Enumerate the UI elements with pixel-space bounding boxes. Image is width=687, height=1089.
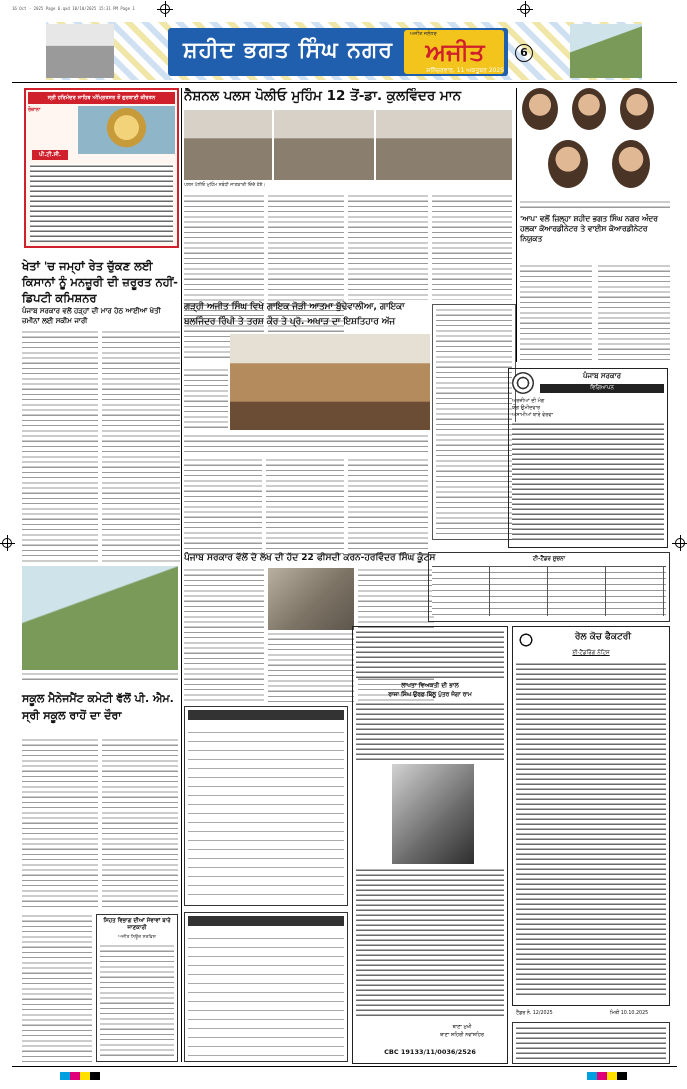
- form-ad-2-header: [188, 916, 344, 926]
- form-ad-2-table: [188, 930, 344, 1058]
- farmers-headline: ਖੇਤਾਂ 'ਚ ਜਮ੍ਹਾਂ ਰੇਤ ਚੁੱਕਣ ਲਈ ਕਿਸਾਨਾਂ ਨੂੰ ਮਨਜ਼ੂਰੀ ਦੀ ਜ਼ਰੂਰਤ ਨਹੀਂ-ਡਿਪਟੀ ਕਮਿਸ਼ਨਰ: [22, 259, 178, 305]
- polio-col-4: [432, 194, 512, 300]
- masthead-small-label: ਅਜੀਤ ਜਲੰਧਰ: [410, 31, 437, 37]
- polio-headline: ਨੈਸ਼ਨਲ ਪਲਸ ਪੋਲੀਓ ਮੁਹਿੰਮ 12 ਤੋਂ-ਡਾ. ਕੁਲਵਿੰਦਰ ਮਾਨ: [184, 88, 462, 104]
- kunts-col-1: [184, 568, 264, 702]
- missing-person-name: ਰਾਜਾ ਸਿੰਘ ਉਰਫ਼ ਬਿੱਲੂ ਪੁੱਤਰ ਜੋਗਾ ਰਾਮ: [388, 692, 472, 698]
- right-notice-footer-right: ਮਿਤੀ 10.10.2025: [610, 1011, 649, 1016]
- garhi-headline: ਗੜ੍ਹੀ ਅਜੀਤ ਸਿੰਘ ਵਿਖੇ ਗਾਇਕ ਜੋੜੀ ਆਤਮਾ ਬੁੱਢੇਵਾਲੀਆ, ਗਾਇਕਾ ਬਲਜਿੰਦਰ ਰਿੰਪੀ ਤੇ ਤਰਸ਼ ਕੌਰ ਤੇ ਪ੍ਰੋ. ਅਖਾੜ ਦਾ ਇਸ਼ਤਿਹਾਰ ਅੱਜ: [184, 302, 405, 327]
- govt-ad-body: [512, 422, 664, 542]
- form-ad-1-table: [188, 724, 344, 902]
- portrait-2: [572, 88, 606, 130]
- portrait-5: [612, 140, 650, 188]
- farmers-subhead: ਪੰਜਾਬ ਸਰਕਾਰ ਵਲੋਂ ਹੜ੍ਹਾਂ ਦੀ ਮਾਰ ਹੇਠ ਆਈਆਂ ਖੇਤੀ ਜ਼ਮੀਨਾਂ ਲਈ ਸਕੀਮ ਜਾਰੀ: [22, 307, 161, 325]
- missing-person-intro: [356, 630, 504, 678]
- sidebar-col: [22, 914, 92, 1062]
- govt-ad-lines: [512, 398, 664, 419]
- color-strip: [60, 1072, 100, 1080]
- farmers-col-1: [22, 330, 98, 562]
- govt-ad-line: ਅਰਜ਼ੀਆਂ ਦੀ ਮੰਗ: [512, 398, 545, 404]
- right-notice-subtitle: ਈ-ਟੈਂਡਰਿੰਗ ਨੋਟਿਸ: [572, 650, 610, 656]
- kunts-headline: ਪੰਜਾਬ ਸਰਕਾਰ ਵੱਲੋਂ ਦੋ ਲੱਖ ਦੀ ਹੱਦ 22 ਫੀਸਦੀ ਕਰਨ-ਹਰਵਿੰਦਰ ਸਿੰਘ ਕੂੰਟਸ: [184, 553, 436, 563]
- aap-col-2: [598, 264, 670, 360]
- right-notice-footer-left: ਟੈਂਡਰ ਨੰ. 12/2025: [516, 1011, 553, 1016]
- left-ad-header: ਸ੍ਰੀ ਹਰਿਮੰਦਰ ਸਾਹਿਬ ਅੰਮ੍ਰਿਤਸਰ ਤੋਂ ਗੁਰਬਾਣੀ ਕੀਰਤਨ: [28, 92, 175, 104]
- missing-person-station: ਥਾਣਾ ਸ਼ਹਿਰੀ ਨਵਾਂਸ਼ਹਿਰ: [440, 1032, 484, 1038]
- missing-person-sign: ਥਾਣਾ ਮੁਖੀ: [452, 1024, 472, 1030]
- garhi-col-3: [266, 458, 344, 554]
- missing-person-body: [356, 868, 504, 1018]
- polio-photo-2: [274, 110, 374, 180]
- missing-person-photo: [392, 764, 474, 864]
- school-photo: [22, 566, 178, 670]
- print-slug: 16 Oct - 2025 Page 6.qxd 10/10/2025 15:31 PM Page 1: [12, 6, 135, 11]
- masthead-statue-photo: [46, 24, 114, 78]
- govt-ad-emblem: [512, 372, 534, 394]
- govt-ad-title: ਵਿਗਿਆਪਨ: [540, 384, 664, 393]
- bottom-right-ad-text: [516, 1026, 666, 1060]
- missing-person-details: [356, 702, 504, 760]
- govt-ad-line: ਅਸਾਮੀਆਂ ਬਾਰੇ ਵੇਰਵਾ: [512, 412, 553, 418]
- sidebar-notice-label: ਅਜੀਤ ਨਿਊਜ਼ ਸਰਵਿਸ: [118, 935, 156, 940]
- left-ad-logo: ਪੀ.ਟੀ.ਸੀ.: [32, 150, 68, 160]
- school-caption: [22, 672, 178, 684]
- polio-caption: ਪਲਸ ਪੋਲੀਓ ਮੁਹਿੰਮ ਸਬੰਧੀ ਜਾਣਕਾਰੀ ਦਿੰਦੇ ਹੋਏ।: [184, 183, 266, 188]
- portrait-1: [522, 88, 558, 130]
- aap-caption: [520, 200, 670, 212]
- portrait-4: [548, 140, 588, 188]
- golden-temple-photo: [78, 106, 175, 154]
- sidebar-notice-body: [100, 944, 174, 1056]
- aap-col-1: [520, 264, 592, 360]
- left-ad-sub: ਰੋਜ਼ਾਨਾ: [28, 107, 41, 113]
- garhi-col-1: [184, 368, 228, 432]
- page-number: 6: [515, 44, 533, 62]
- tender-table: [432, 566, 666, 616]
- govt-ad-line: ਯੋਗ ਉਮੀਦਵਾਰ: [512, 405, 541, 411]
- left-ad-text: [30, 164, 173, 242]
- form-ad-1-header: [188, 710, 344, 720]
- tender-title: ਟੀ-ਟੈਂਡਰ ਸੂਚਨਾ: [532, 556, 566, 562]
- right-notice-body: [516, 662, 666, 996]
- column-rule: [516, 88, 517, 362]
- kunts-photo: [268, 568, 354, 630]
- crop-mark: [675, 538, 685, 548]
- color-strip: [587, 1072, 627, 1080]
- right-notice-title: ਰੇਲ ਕੋਚ ਫੈਕਟਰੀ: [574, 632, 632, 642]
- missing-person-heading: ਲਾਪਤਾ ਵਿਅਕਤੀ ਦੀ ਭਾਲ: [401, 682, 459, 689]
- garhi-col-4: [348, 458, 428, 554]
- mid-column-text: [436, 308, 512, 536]
- school-headline: ਸਕੂਲ ਮੈਨੇਜਮੈਂਟ ਕਮੇਟੀ ਵੱਲੋਂ ਪੀ. ਐਮ. ਸ੍ਰੀ ਸਕੂਲ ਰਾਹੋਂ ਦਾ ਦੌਰਾ: [22, 692, 174, 722]
- crop-mark: [520, 4, 530, 14]
- masthead-date: ਸ਼ਨਿੱਚਰਵਾਰ, 11 ਅਕਤੂਬਰ 2025: [426, 67, 504, 74]
- polio-col-3: [348, 194, 428, 300]
- aap-headline: 'ਆਪ' ਵਲੋਂ ਜ਼ਿਲ੍ਹਾ ਸ਼ਹੀਦ ਭਗਤ ਸਿੰਘ ਨਗਰ ਅੰਦਰ ਹਲਕਾ ਕੋਆਰਡੀਨੇਟਰ ਤੇ ਵਾਈਸ ਕੋਆਰਡੀਨੇਟਰ ਨਿਯੁਕਤ: [520, 214, 658, 243]
- kunts-col-2: [268, 632, 354, 702]
- farmers-col-2: [102, 330, 180, 562]
- garhi-col-2: [184, 458, 262, 554]
- garhi-caption: [184, 434, 428, 454]
- school-col-2: [102, 738, 178, 908]
- school-col-1: [22, 738, 98, 908]
- tender-ref: CBC 19133/11/0036/2526: [384, 1048, 476, 1056]
- masthead-landmark-photo: [570, 24, 642, 78]
- sidebar-notice-title: ਸਿਹਤ ਵਿਭਾਗ ਦੀਆਂ ਸੇਵਾਵਾਂ ਬਾਰੇ ਜਾਣਕਾਰੀ: [103, 918, 171, 931]
- polio-photo-1: [184, 110, 272, 180]
- portrait-3: [620, 88, 654, 130]
- footer-rule: [12, 1066, 677, 1067]
- govt-ad-org: ਪੰਜਾਬ ਸਰਕਾਰ: [582, 372, 621, 380]
- garhi-stage-photo: [230, 334, 430, 430]
- column-rule: [181, 88, 182, 1062]
- right-notice-emblem: [516, 630, 536, 650]
- masthead-brand: ਅਜੀਤ: [425, 38, 485, 66]
- crop-mark: [160, 4, 170, 14]
- crop-mark: [2, 538, 12, 548]
- polio-photo-3: [376, 110, 512, 180]
- masthead-rule: [12, 82, 677, 83]
- masthead-title: ਸ਼ਹੀਦ ਭਗਤ ਸਿੰਘ ਨਗਰ: [182, 38, 393, 63]
